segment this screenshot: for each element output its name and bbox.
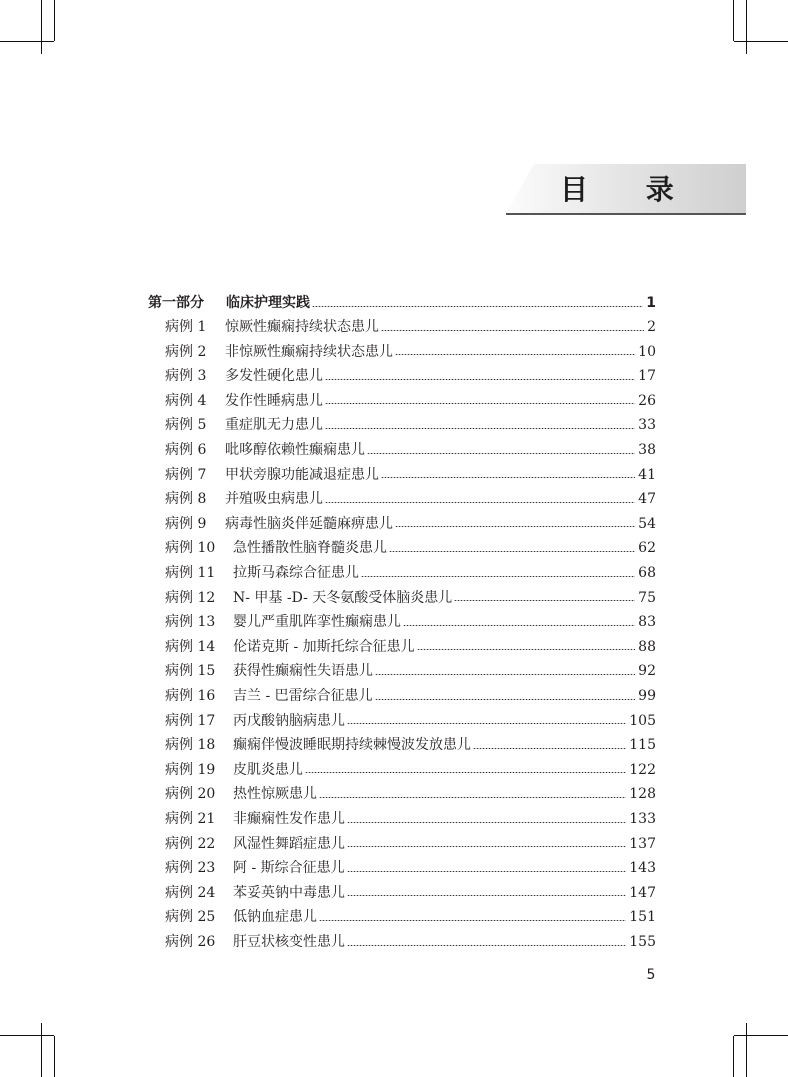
toc-entry[interactable] — [165, 758, 656, 782]
case-label: 病例 17 — [165, 712, 216, 729]
toc-entry[interactable] — [165, 536, 656, 560]
case-page-number: 147 — [629, 884, 656, 901]
case-title: 肝豆状核变性患儿 — [233, 934, 345, 950]
case-title: 病毒性脑炎伴延髓麻痹患儿 — [225, 515, 393, 532]
page-title: 目 录 — [560, 173, 698, 206]
dot-leader — [403, 625, 635, 626]
dot-leader — [347, 895, 626, 896]
case-page-number: 133 — [629, 811, 656, 827]
toc-entry[interactable] — [165, 905, 656, 929]
case-title: 苯妥英钠中毒患儿 — [233, 884, 345, 901]
dot-leader — [347, 822, 626, 823]
dot-leader — [473, 748, 626, 749]
case-title: 发作性睡病患儿 — [225, 392, 323, 409]
dot-leader — [319, 797, 626, 798]
case-label: 病例 20 — [165, 786, 216, 803]
dot-leader — [319, 920, 626, 921]
case-title: 吡哆醇依赖性癫痫患儿 — [225, 442, 365, 458]
case-label: 病例 6 — [165, 442, 207, 458]
case-page-number: 83 — [638, 614, 656, 631]
case-title: 拉斯马森综合征患儿 — [233, 565, 359, 581]
case-label: 病例 2 — [165, 343, 207, 360]
case-title: 伦诺克斯 - 加斯托综合征患儿 — [233, 638, 415, 655]
case-title: 婴儿严重肌阵挛性癫痫患儿 — [233, 614, 401, 631]
case-label: 病例 23 — [165, 860, 216, 877]
toc-entry[interactable] — [165, 709, 656, 733]
case-page-number: 2 — [647, 319, 656, 335]
part-title: 临床护理实践 — [226, 295, 310, 311]
case-label: 病例 12 — [165, 589, 216, 606]
toc-entry[interactable] — [165, 586, 656, 610]
case-page-number: 92 — [638, 663, 656, 680]
case-page-number: 151 — [629, 909, 656, 926]
toc-entry[interactable] — [165, 512, 656, 536]
case-page-number: 33 — [638, 417, 656, 434]
crop-mark-bottom-left-v — [41, 1023, 42, 1077]
toc-entry[interactable] — [165, 340, 656, 364]
dot-leader — [381, 330, 644, 331]
dot-leader — [347, 945, 626, 946]
case-label: 病例 25 — [165, 909, 216, 926]
case-page-number: 122 — [629, 761, 656, 778]
crop-mark-bottom-right-v — [746, 1023, 747, 1077]
toc-entry[interactable] — [165, 684, 656, 708]
case-title: 皮肌炎患儿 — [233, 761, 303, 778]
part-label: 第一部分 — [148, 295, 204, 311]
case-title: 并殖吸虫病患儿 — [225, 491, 323, 508]
case-label: 病例 22 — [165, 835, 216, 852]
toc-entry[interactable] — [165, 463, 656, 487]
case-label: 病例 16 — [165, 688, 216, 704]
dot-leader — [375, 699, 636, 700]
case-page-number: 38 — [638, 442, 656, 458]
case-page-number: 137 — [629, 835, 656, 852]
case-label: 病例 7 — [165, 466, 207, 483]
case-title: 多发性硬化患儿 — [225, 368, 323, 385]
dot-leader — [367, 453, 635, 454]
dot-leader — [347, 871, 627, 872]
case-page-number: 115 — [629, 737, 656, 754]
case-page-number: 99 — [638, 688, 656, 704]
page-number: 5 — [646, 967, 656, 983]
toc-entry[interactable] — [165, 610, 656, 634]
case-label: 病例 19 — [165, 761, 216, 778]
crop-mark-top-left-h — [0, 41, 54, 42]
case-page-number: 47 — [638, 491, 656, 508]
part-page-number: 1 — [646, 295, 656, 311]
crop-mark-top-right-v2 — [733, 0, 734, 41]
case-label: 病例 3 — [165, 368, 207, 385]
crop-mark-bottom-right-h — [734, 1035, 788, 1036]
case-page-number: 10 — [638, 343, 656, 360]
case-page-number: 26 — [638, 392, 656, 409]
case-label: 病例 15 — [165, 663, 216, 680]
case-page-number: 105 — [629, 712, 656, 729]
crop-mark-top-left-v2 — [54, 0, 55, 41]
toc-part-row[interactable] — [148, 291, 656, 315]
toc-entry[interactable] — [165, 487, 656, 511]
case-title: 丙戊酸钠脑病患儿 — [233, 712, 345, 729]
dot-leader — [325, 403, 635, 404]
crop-mark-top-right-h — [734, 41, 788, 42]
case-title: 非惊厥性癫痫持续状态患儿 — [225, 343, 393, 360]
crop-mark-bottom-right-v2 — [733, 1036, 734, 1077]
toc-entry[interactable] — [165, 315, 656, 339]
toc-entry[interactable] — [165, 856, 656, 880]
case-label: 病例 26 — [165, 934, 216, 950]
case-label: 病例 8 — [165, 491, 207, 508]
toc-entry[interactable] — [165, 413, 656, 437]
case-title: 急性播散性脑脊髓炎患儿 — [233, 540, 387, 557]
dot-leader — [454, 600, 635, 601]
toc-entry[interactable] — [165, 930, 656, 954]
case-page-number: 62 — [638, 540, 656, 557]
case-page-number: 41 — [638, 466, 656, 483]
toc-entry[interactable] — [165, 659, 656, 683]
dot-leader — [381, 477, 635, 478]
case-label: 病例 10 — [165, 540, 216, 557]
crop-mark-bottom-left-h — [0, 1035, 54, 1036]
case-label: 病例 24 — [165, 884, 216, 901]
toc-entry[interactable] — [165, 881, 656, 905]
case-label: 病例 11 — [165, 565, 216, 581]
crop-mark-bottom-left-v2 — [54, 1036, 55, 1077]
dot-leader — [347, 846, 626, 847]
case-title: 获得性癫痫性失语患儿 — [233, 663, 373, 680]
title-underline — [506, 213, 746, 215]
case-page-number: 17 — [638, 368, 656, 385]
dot-leader — [312, 306, 643, 307]
case-page-number: 68 — [638, 565, 656, 581]
case-label: 病例 4 — [165, 392, 207, 409]
crop-mark-top-left-v — [41, 0, 42, 54]
case-label: 病例 13 — [165, 614, 216, 631]
case-title: 非癫痫性发作患儿 — [233, 811, 345, 827]
dot-leader — [325, 379, 635, 380]
toc-entry[interactable] — [165, 364, 656, 388]
case-label: 病例 9 — [165, 515, 207, 532]
dot-leader — [395, 354, 635, 355]
case-title: 癫痫伴慢波睡眠期持续棘慢波发放患儿 — [233, 737, 471, 754]
case-page-number: 88 — [638, 638, 656, 655]
dot-leader — [325, 502, 635, 503]
toc-entry[interactable] — [165, 782, 656, 806]
case-page-number: 128 — [629, 786, 656, 803]
dot-leader — [375, 674, 635, 675]
case-label: 病例 18 — [165, 737, 216, 754]
case-title: 风湿性舞蹈症患儿 — [233, 835, 345, 852]
crop-mark-top-right-v — [746, 0, 747, 54]
dot-leader — [347, 723, 626, 724]
case-title: 重症肌无力患儿 — [225, 417, 323, 434]
case-page-number: 54 — [638, 515, 656, 532]
case-title: 吉兰 - 巴雷综合征患儿 — [233, 688, 373, 704]
case-title: 低钠血症患儿 — [233, 909, 317, 926]
case-label: 病例 5 — [165, 417, 207, 434]
case-page-number: 143 — [629, 860, 656, 877]
case-title: 甲状旁腺功能减退症患儿 — [225, 466, 379, 483]
toc-entry[interactable] — [165, 733, 656, 757]
case-title: 惊厥性癫痫持续状态患儿 — [225, 319, 379, 335]
toc-entry[interactable] — [165, 389, 656, 413]
dot-leader — [305, 772, 626, 773]
dot-leader — [325, 428, 635, 429]
toc-entry[interactable] — [165, 438, 656, 462]
case-title: N- 甲基 -D- 天冬氨酸受体脑炎患儿 — [233, 589, 453, 606]
dot-leader — [389, 551, 635, 552]
case-label: 病例 1 — [165, 319, 207, 335]
dot-leader — [395, 526, 635, 527]
case-page-number: 155 — [629, 934, 656, 950]
case-title: 热性惊厥患儿 — [233, 786, 317, 803]
case-title: 阿 - 斯综合征患儿 — [233, 860, 345, 877]
toc-entry[interactable] — [165, 635, 656, 659]
dot-leader — [417, 649, 636, 650]
case-page-number: 75 — [638, 589, 656, 606]
case-label: 病例 21 — [165, 811, 216, 827]
toc-entry[interactable] — [165, 561, 656, 585]
toc-entry[interactable] — [165, 807, 656, 831]
toc-entry[interactable] — [165, 832, 656, 856]
case-label: 病例 14 — [165, 638, 216, 655]
dot-leader — [361, 576, 635, 577]
